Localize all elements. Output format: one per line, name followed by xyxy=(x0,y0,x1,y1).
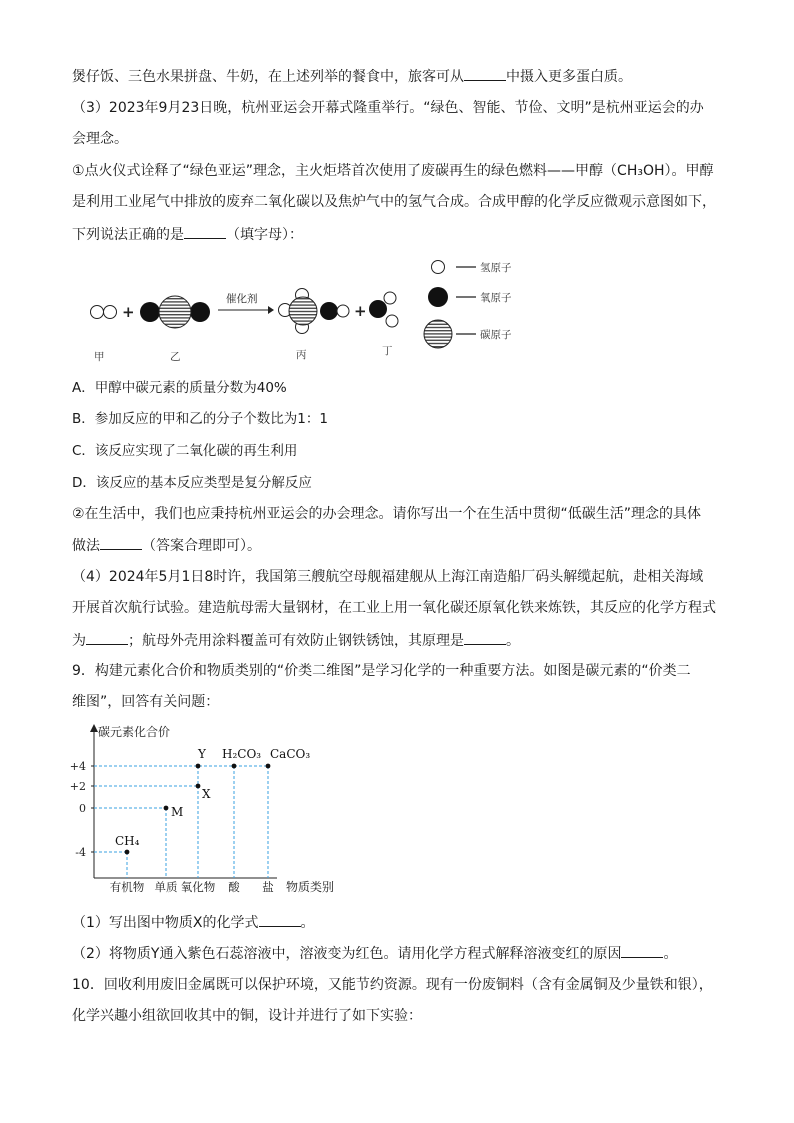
plus-sign: + xyxy=(354,302,367,320)
text-line: （4）2024年5月1日8时许，我国第三艘航空母舰福建舰从上海江南造船厂码头解缆起航，赴相关海域 xyxy=(72,569,704,585)
answer-blank[interactable] xyxy=(621,943,663,958)
answer-blank[interactable] xyxy=(259,912,301,927)
answer-blank[interactable] xyxy=(184,224,226,239)
x-category-label: 酸 xyxy=(228,880,240,894)
x-category-label: 单质 xyxy=(154,880,178,894)
svg-text:氢原子: 氢原子 xyxy=(480,262,512,274)
text-line: ②在生活中，我们也应秉持杭州亚运会的办会理念。请你写出一个在生活中贯彻“低碳生活”理念的具体 xyxy=(72,506,702,522)
legend-oxygen xyxy=(428,287,512,307)
svg-text:氧原子: 氧原子 xyxy=(480,292,512,304)
text-line: 维图”，回答有关问题： xyxy=(72,694,220,710)
reaction-arrow-head xyxy=(268,306,274,314)
question-9-1: （1）写出图中物质X的化学式 。 xyxy=(72,912,722,933)
text-line: 煲仔饭、三色水果拼盘、牛奶，在上述列举的餐食中，旅客可从 中摄入更多蛋白质。 xyxy=(72,66,722,87)
answer-blank[interactable] xyxy=(86,630,128,645)
plus-sign: + xyxy=(122,303,135,321)
answer-blank[interactable] xyxy=(100,535,142,550)
answer-blank[interactable] xyxy=(464,66,506,81)
answer-blank[interactable] xyxy=(464,630,506,645)
point-label: X xyxy=(202,787,211,801)
legend-carbon xyxy=(424,320,512,348)
molecule-yi-co2 xyxy=(140,296,210,328)
text-line: 做法 （答案合理即可）。 xyxy=(72,535,722,556)
x-axis-label: 物质类别 xyxy=(286,880,335,894)
data-point xyxy=(266,764,271,769)
question-9-2: （2）将物质Y通入紫色石蕊溶液中，溶液变为红色。请用化学方程式解释溶液变红的原因 。 xyxy=(72,943,722,964)
label-jia: 甲 xyxy=(94,351,105,363)
label-bing: 丙 xyxy=(296,349,307,361)
option-c[interactable]: C．该反应实现了二氧化碳的再生利用 xyxy=(72,443,298,459)
data-point xyxy=(196,784,201,789)
data-point xyxy=(232,764,237,769)
text-line: 是利用工业尾气中排放的废弃二氧化碳以及焦炉气中的氢气合成。合成甲醇的化学反应微观示意图如下， xyxy=(72,194,716,210)
x-category-label: 有机物 xyxy=(109,880,145,894)
question-10: 10．回收利用废旧金属既可以保护环境，又能节约资源。现有一份废铜料（含有金属铜及少量铁和银）， xyxy=(72,977,713,993)
catalyst-label: 催化剂 xyxy=(226,293,258,305)
y-tick-label: -4 xyxy=(75,846,86,859)
text-line: 下列说法正确的是 （填字母）： xyxy=(72,224,722,245)
label-yi: 乙 xyxy=(170,351,181,363)
valence-chart xyxy=(69,718,362,898)
data-point xyxy=(125,850,130,855)
point-label: H₂CO₃ xyxy=(222,747,262,761)
option-d[interactable]: D．该反应的基本反应类型是复分解反应 xyxy=(72,475,312,491)
question-9: 9．构建元素化合价和物质类别的“价类二维图”是学习化学的一种重要方法。如图是碳元素的“价类二 xyxy=(72,663,691,679)
molecule-ding-h2o xyxy=(369,292,398,327)
y-tick-label: +2 xyxy=(69,780,86,793)
text-line: 开展首次航行试验。建造航母需大量钢材，在工业上用一氧化碳还原氧化铁来炼铁，其反应的化学方程式 xyxy=(72,600,716,616)
reaction-diagram xyxy=(80,250,540,368)
x-category-label: 氧化物 xyxy=(180,880,216,894)
y-tick-label: +4 xyxy=(69,760,86,773)
data-point xyxy=(164,806,169,811)
molecule-bing-ch3oh xyxy=(279,289,350,334)
option-a[interactable]: A．甲醇中碳元素的质量分数为40% xyxy=(72,380,287,396)
y-axis-label: 碳元素化合价 xyxy=(98,725,171,739)
molecule-jia-h2 xyxy=(91,306,117,319)
point-label: CaCO₃ xyxy=(270,747,311,761)
text-line: （3）2023年9月23日晚，杭州亚运会开幕式隆重举行。“绿色、智能、节俭、文明”是杭州亚运会的办 xyxy=(72,100,704,116)
point-label: M xyxy=(171,805,184,819)
text-line: 化学兴趣小组欲回收其中的铜，设计并进行了如下实验： xyxy=(72,1008,422,1024)
text-line: ①点火仪式诠释了“绿色亚运”理念，主火炬塔首次使用了废碳再生的绿色燃料——甲醇（CH₃OH）。甲醇 xyxy=(72,163,714,179)
option-b[interactable]: B．参加反应的甲和乙的分子个数比为1：1 xyxy=(72,411,328,427)
x-category-label: 盐 xyxy=(262,880,274,894)
svg-text:碳原子: 碳原子 xyxy=(480,329,512,341)
point-label: Y xyxy=(198,747,206,761)
text-line: 为 ；航母外壳用涂料覆盖可有效防止钢铁锈蚀，其原理是 。 xyxy=(72,630,722,651)
data-point xyxy=(196,764,201,769)
y-tick-label: 0 xyxy=(79,802,86,815)
text-line: 会理念。 xyxy=(72,131,128,147)
point-label: CH₄ xyxy=(115,834,140,848)
legend-hydrogen xyxy=(432,261,512,275)
label-ding: 丁 xyxy=(382,345,393,357)
